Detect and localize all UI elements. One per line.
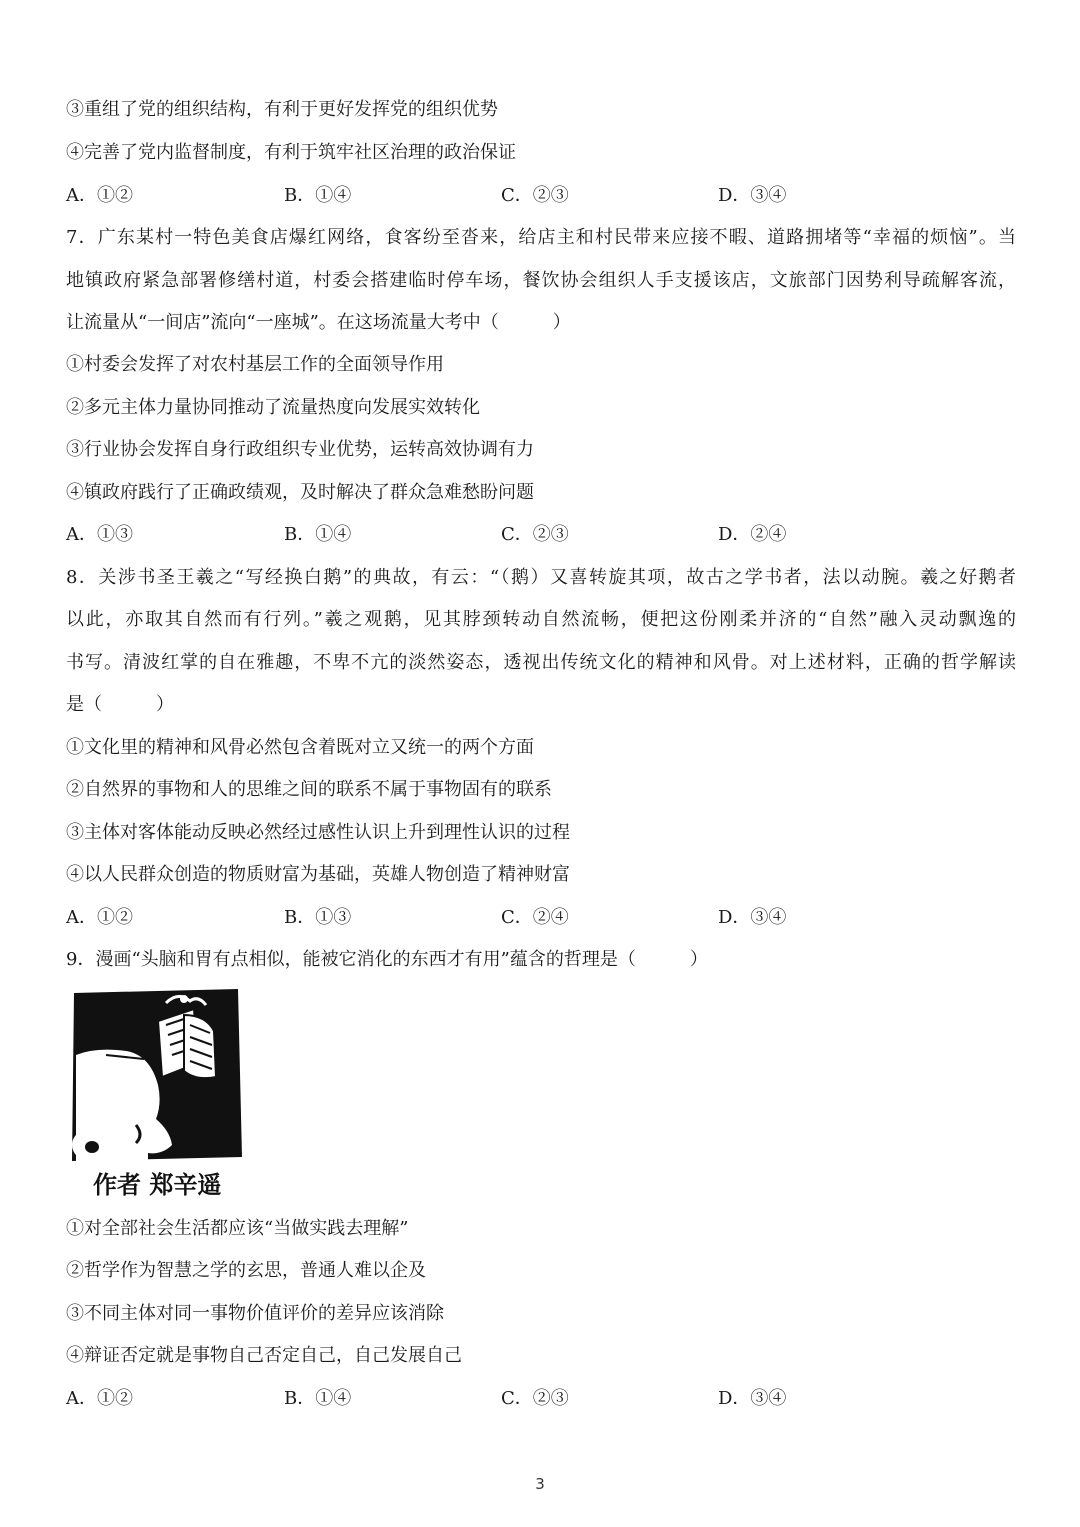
q9-option-d[interactable]: D．③④: [718, 1388, 787, 1409]
q7-stem-line-1: 7．广东某村一特色美食店爆红网络，食客纷至沓来，给店主和村民带来应接不暇、道路拥堵等“幸福的烦恼”。当: [66, 227, 1016, 248]
q7-option-c[interactable]: C．②③: [501, 524, 569, 545]
q8-stem-line-2: 以此，亦取其自然而有行列。”羲之观鹅，见其脖颈转动自然流畅，便把这份刚柔并济的“自然”融入灵动飘逸的: [66, 609, 1016, 630]
q8-option-c[interactable]: C．②④: [501, 907, 569, 928]
q8-stem-line-1: 8．关涉书圣王羲之“写经换白鹅”的典故，有云：“（鹅）又喜转旋其项，故古之学书者，法以动腕。羲之好鹅者: [66, 567, 1016, 588]
q9-statement-3: ③不同主体对同一事物价值评价的差异应该消除: [66, 1303, 444, 1324]
q6-option-a[interactable]: A．①②: [66, 185, 133, 206]
q9-stem: 9．漫画“头脑和胃有点相似，能被它消化的东西才有用”蕴含的哲理是（ ）: [66, 949, 708, 970]
page-number: 3: [535, 1475, 545, 1493]
q7-stem-line-2: 地镇政府紧急部署修缮村道，村委会搭建临时停车场，餐饮协会组织人手支援该店，文旅部门因势利导疏解客流，: [66, 270, 1016, 291]
q9-option-b[interactable]: B．①④: [284, 1388, 352, 1409]
q7-options: [66, 523, 966, 547]
q6-option-d[interactable]: D．③④: [718, 185, 787, 206]
q9-statement-2: ②哲学作为智慧之学的玄思，普通人难以企及: [66, 1260, 426, 1281]
q9-options: [66, 1387, 966, 1411]
q6-option-c[interactable]: C．②③: [501, 185, 569, 206]
q6-statement-4: ④完善了党内监督制度，有利于筑牢社区治理的政治保证: [66, 142, 516, 163]
q7-option-d[interactable]: D．②④: [718, 524, 787, 545]
q6-statement-3: ③重组了党的组织结构，有利于更好发挥党的组织优势: [66, 99, 498, 120]
q7-statement-2: ②多元主体力量协同推动了流量热度向发展实效转化: [66, 397, 480, 418]
q7-option-b[interactable]: B．①④: [284, 524, 352, 545]
q7-stem-line-3: 让流量从“一间店”流向“一座城”。在这场流量大考中（ ）: [66, 312, 571, 333]
q7-statement-3: ③行业协会发挥自身行政组织专业优势，运转高效协调有力: [66, 439, 534, 460]
q8-stem-line-4: 是（ ）: [66, 694, 174, 715]
q9-statement-1: ①对全部社会生活都应该“当做实践去理解”: [66, 1218, 409, 1239]
q8-option-b[interactable]: B．①③: [284, 907, 352, 928]
q7-statement-1: ①村委会发挥了对农村基层工作的全面领导作用: [66, 354, 444, 375]
q6-options: [66, 184, 966, 208]
q7-statement-4: ④镇政府践行了正确政绩观，及时解决了群众急难愁盼问题: [66, 482, 534, 503]
q8-option-d[interactable]: D．③④: [718, 907, 787, 928]
cartoon-caption: 作者 郑辛遥: [93, 1171, 222, 1199]
q8-stem-line-3: 书写。清波红掌的自在雅趣，不卑不亢的淡然姿态，透视出传统文化的精神和风骨。对上述材料，正确的哲学解读: [66, 652, 1016, 673]
q8-statement-3: ③主体对客体能动反映必然经过感性认识上升到理性认识的过程: [66, 822, 570, 843]
q9-option-a[interactable]: A．①②: [66, 1388, 133, 1409]
q9-option-c[interactable]: C．②③: [501, 1388, 569, 1409]
q7-option-a[interactable]: A．①③: [66, 524, 133, 545]
q9-statement-4: ④辩证否定就是事物自己否定自己，自己发展自己: [66, 1345, 462, 1366]
cartoon-image: [66, 985, 246, 1200]
q6-option-b[interactable]: B．①④: [284, 185, 352, 206]
q8-option-a[interactable]: A．①②: [66, 907, 133, 928]
q8-statement-4: ④以人民群众创造的物质财富为基础，英雄人物创造了精神财富: [66, 864, 570, 885]
q8-statement-2: ②自然界的事物和人的思维之间的联系不属于事物固有的联系: [66, 779, 552, 800]
q8-statement-1: ①文化里的精神和风骨必然包含着既对立又统一的两个方面: [66, 737, 534, 758]
q8-options: [66, 906, 966, 930]
